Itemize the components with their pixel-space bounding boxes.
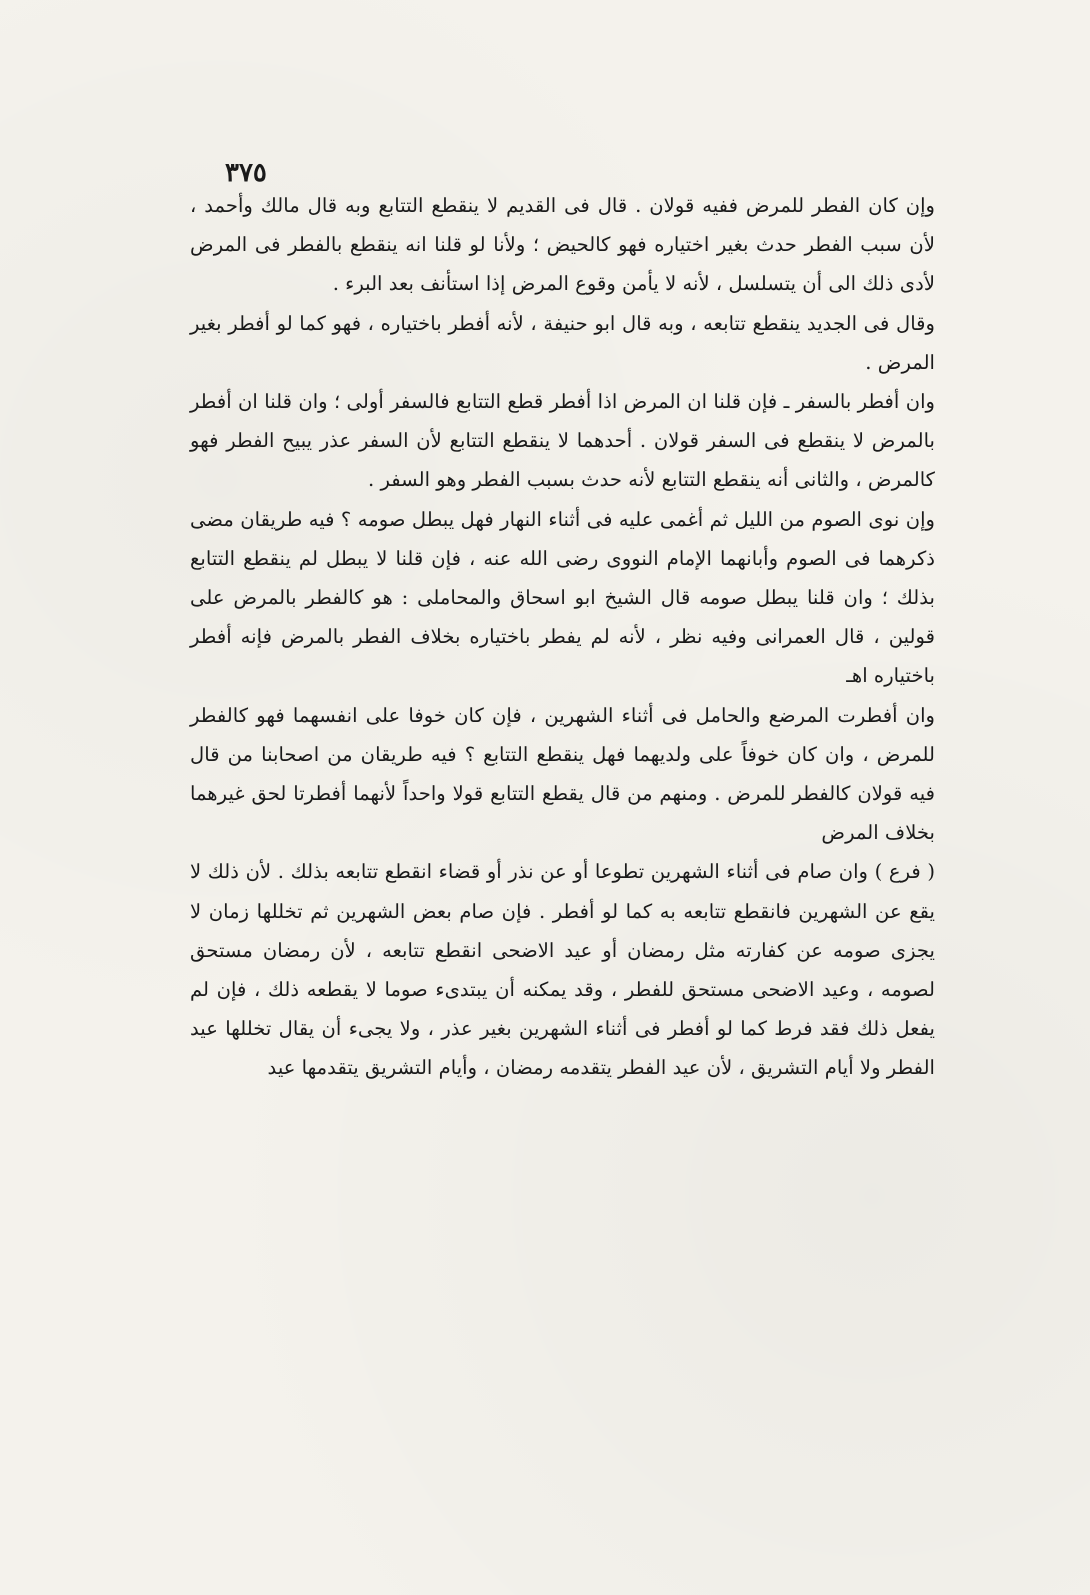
paragraph-travel: وان أفطر بالسفر ـ فإن قلنا ان المرض اذا أفطر قطع التتابع فالسفر أولى ؛ وان قلنا ان أفطر بالمرض لا ينقطع فى السفر قولان . أحدهما لا ينقطع التتابع لأن السفر عذر يبيح الفطر فهو كالمرض ، والثانى أنه ينقطع التتابع لأنه حدث بسبب الفطر وهو السفر . — [190, 390, 935, 492]
page-number: ٣٧٥ — [225, 158, 267, 188]
paragraph-new-opinion: وقال فى الجديد ينقطع تتابعه ، وبه قال ابو حنيفة ، لأنه أفطر باختياره ، فهو كما لو أفطر بغير المرض . — [190, 311, 935, 374]
paragraph-illness: وإن كان الفطر للمرض ففيه قولان . قال فى القديم لا ينقطع التتابع وبه قال مالك وأحمد ، لأن سبب الفطر حدث بغير اختياره فهو كالحيض ؛ ولأنا لو قلنا انه ينقطع بالفطر فى المرض لأدى ذلك الى أن يتسلسل ، لأنه لا يأمن وقوع المرض إذا استأنف بعد البرء . — [190, 194, 935, 296]
paragraph-fainting: وإن نوى الصوم من الليل ثم أغمى عليه فى أثناء النهار فهل يبطل صومه ؟ فيه طريقان مضى ذكرهما فى الصوم وأبانهما الإمام النووى رضى الله عنه ، فإن قلنا لا يبطل لم ينقطع التتابع بذلك ؛ وان قلنا يبطل صومه قال الشيخ ابو اسحاق والمحاملى : هو كالفطر بالمرض على قولين ، قال العمرانى وفيه نظر ، لأنه لم يفطر باختياره بخلاف الفطر بالمرض فإنه أفطر باختياره اهـ — [190, 507, 935, 688]
paragraph-branch: ( فرع ) وان صام فى أثناء الشهرين تطوعا أو عن نذر أو قضاء انقطع تتابعه بذلك . لأن ذلك لا يقع عن الشهرين فانقطع تتابعه به كما لو أفطر . فإن صام بعض الشهرين ثم تخللها زمان لا يجزى صومه عن كفارته مثل رمضان أو عيد الاضحى انقطع تتابعه ، لأن رمضان مستحق لصومه ، وعيد الاضحى مستحق للفطر ، وقد يمكنه أن يبتدىء صوما لا يقطعه ذلك ، فإن لم يفعل ذلك فقد فرط كما لو أفطر فى أثناء الشهرين بغير عذر ، ولا يجىء أن يقال تخللها عيد الفطر ولا أيام التشريق ، لأن عيد الفطر يتقدمه رمضان ، وأيام التشريق يتقدمها عيد — [190, 860, 935, 1080]
body-text — [190, 186, 935, 1088]
paragraph-nursing-pregnant: وان أفطرت المرضع والحامل فى أثناء الشهرين ، فإن كان خوفا على انفسهما فهو كالفطر للمرض ، وان كان خوفاً على ولديهما فهل ينقطع التتابع ؟ فيه طريقان من اصحابنا من قال فيه قولان كالفطر للمرض . ومنهم من قال يقطع التتابع قولا واحداً لأنهما أفطرتا لحق غيرهما بخلاف المرض — [190, 703, 935, 845]
